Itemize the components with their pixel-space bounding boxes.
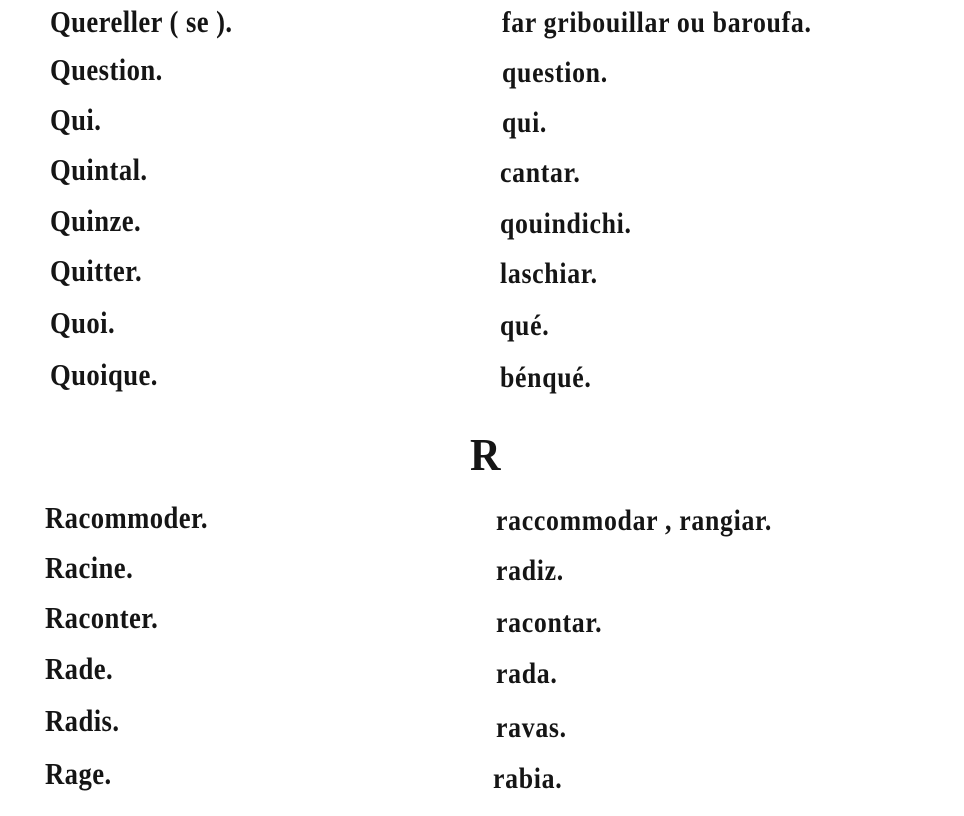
- occitan-translation: far gribouillar ou baroufa.: [502, 6, 812, 39]
- dictionary-entry: [0, 305, 964, 361]
- dictionary-entry: [0, 600, 964, 658]
- occitan-translation: cantar.: [500, 156, 581, 189]
- occitan-translation-part: raccommodar ,: [496, 504, 680, 537]
- occitan-translation: ravas.: [496, 711, 567, 744]
- dictionary-entry: [0, 203, 964, 259]
- occitan-translation: rada.: [496, 657, 558, 690]
- dictionary-entry: [0, 253, 964, 309]
- occitan-translation: rabia.: [493, 762, 563, 795]
- french-word: Rage.: [45, 756, 112, 791]
- occitan-translation: qué.: [500, 309, 550, 342]
- french-word: Quoi.: [50, 305, 116, 340]
- french-word: Quinze.: [50, 203, 142, 238]
- dictionary-entry: [0, 104, 964, 156]
- occitan-translation: laschiar.: [500, 257, 598, 290]
- french-word: Quitter.: [50, 253, 143, 288]
- dictionary-entry: [0, 756, 964, 812]
- dictionary-entry: [0, 152, 964, 208]
- section-letter: R: [470, 429, 501, 480]
- french-word: Racommoder.: [45, 500, 208, 535]
- occitan-translation: question.: [502, 56, 608, 89]
- french-word: Racine.: [45, 550, 134, 585]
- dictionary-entry: [0, 357, 964, 413]
- french-word: Quintal.: [50, 152, 148, 187]
- occitan-translation: qouindichi.: [500, 207, 632, 240]
- occitan-translation-part: iar.: [733, 504, 772, 537]
- french-word: Quereller ( se ).: [50, 4, 233, 39]
- dictionary-entry: [0, 703, 964, 761]
- occitan-translation: bénqué.: [500, 361, 592, 394]
- occitan-translation-emphasis: rang: [679, 504, 734, 537]
- dictionary-entry: [0, 52, 964, 104]
- french-word: Question.: [50, 52, 163, 87]
- dictionary-entry: [0, 502, 964, 554]
- occitan-translation: qui.: [502, 106, 548, 139]
- french-word: Qui.: [50, 102, 102, 137]
- occitan-translation: radiz.: [496, 554, 564, 587]
- dictionary-entry: [0, 651, 964, 709]
- occitan-translation: [496, 504, 772, 538]
- dictionary-entry: [0, 550, 964, 606]
- occitan-translation: racontar.: [496, 606, 603, 639]
- dictionary-entry: [0, 0, 964, 52]
- french-word: Quoique.: [50, 357, 158, 392]
- french-word: Raconter.: [45, 600, 159, 635]
- french-word: Rade.: [45, 651, 114, 686]
- french-word: Radis.: [45, 703, 120, 738]
